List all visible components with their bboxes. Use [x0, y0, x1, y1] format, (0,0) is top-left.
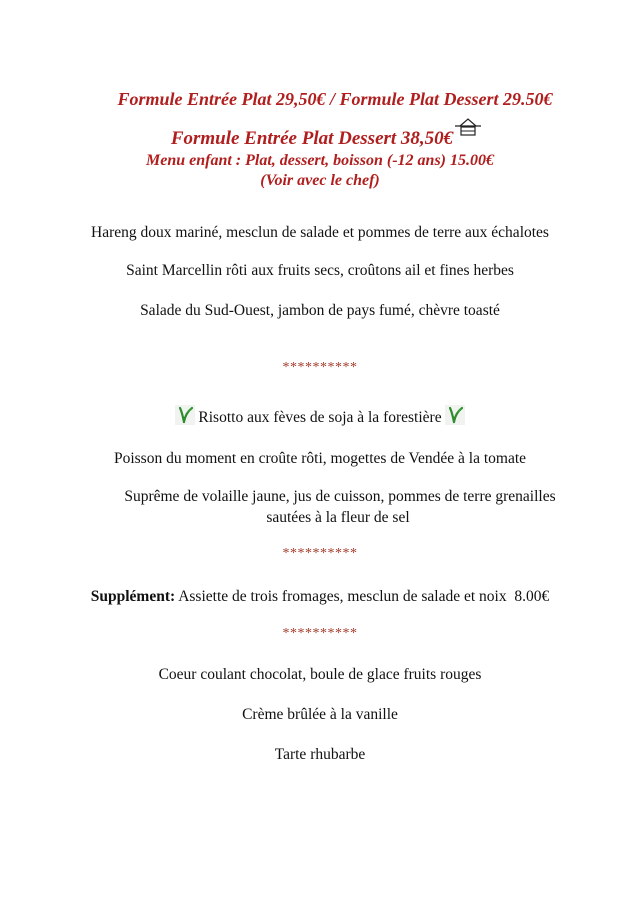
- menu-enfant-line: Menu enfant : Plat, dessert, boisson (-12 ans) 15.00€: [145, 152, 495, 169]
- dessert-item: Crème brûlée à la vanille: [242, 706, 398, 723]
- supplement-text: Assiette de trois fromages, mesclun de salade et noix: [178, 588, 507, 605]
- plat-item-continued: sautées à la fleur de sel: [266, 509, 410, 526]
- dessert-item: Tarte rhubarbe: [274, 746, 366, 763]
- separator: **********: [282, 546, 358, 561]
- separator: **********: [282, 360, 358, 375]
- voir-chef-line: (Voir avec le chef): [260, 172, 380, 189]
- plat-item: Suprême de volaille jaune, jus de cuisson, pommes de terre grenailles: [124, 488, 556, 505]
- supplement-price: 8.00€: [514, 588, 550, 605]
- supplement-label: Supplément:: [90, 588, 176, 605]
- entree-item: Saint Marcellin rôti aux fruits secs, croûtons ail et fines herbes: [126, 262, 514, 279]
- leaf-icon: [445, 405, 465, 425]
- separator: **********: [282, 626, 358, 641]
- plat-item: Poisson du moment en croûte rôti, mogettes de Vendée à la tomate: [113, 450, 527, 467]
- vegetarian-dish-row: [0, 405, 640, 427]
- entree-item: Hareng doux mariné, mesclun de salade et pommes de terre aux échalotes: [91, 224, 549, 241]
- dessert-item: Coeur coulant chocolat, boule de glace fruits rouges: [158, 666, 482, 683]
- entree-item: Salade du Sud-Ouest, jambon de pays fumé, chèvre toasté: [140, 302, 500, 319]
- formule-entree-plat-line: Formule Entrée Plat 29,50€ / Formule Plat Dessert 29.50€: [117, 89, 553, 109]
- formule-entree-plat-dessert-line: Formule Entrée Plat Dessert 38,50€: [170, 128, 454, 149]
- house-icon: [455, 117, 481, 137]
- vegetarian-dish-name: Risotto aux fèves de soja à la forestière: [198, 409, 442, 426]
- leaf-icon: [175, 405, 195, 425]
- supplement-row: [0, 588, 640, 606]
